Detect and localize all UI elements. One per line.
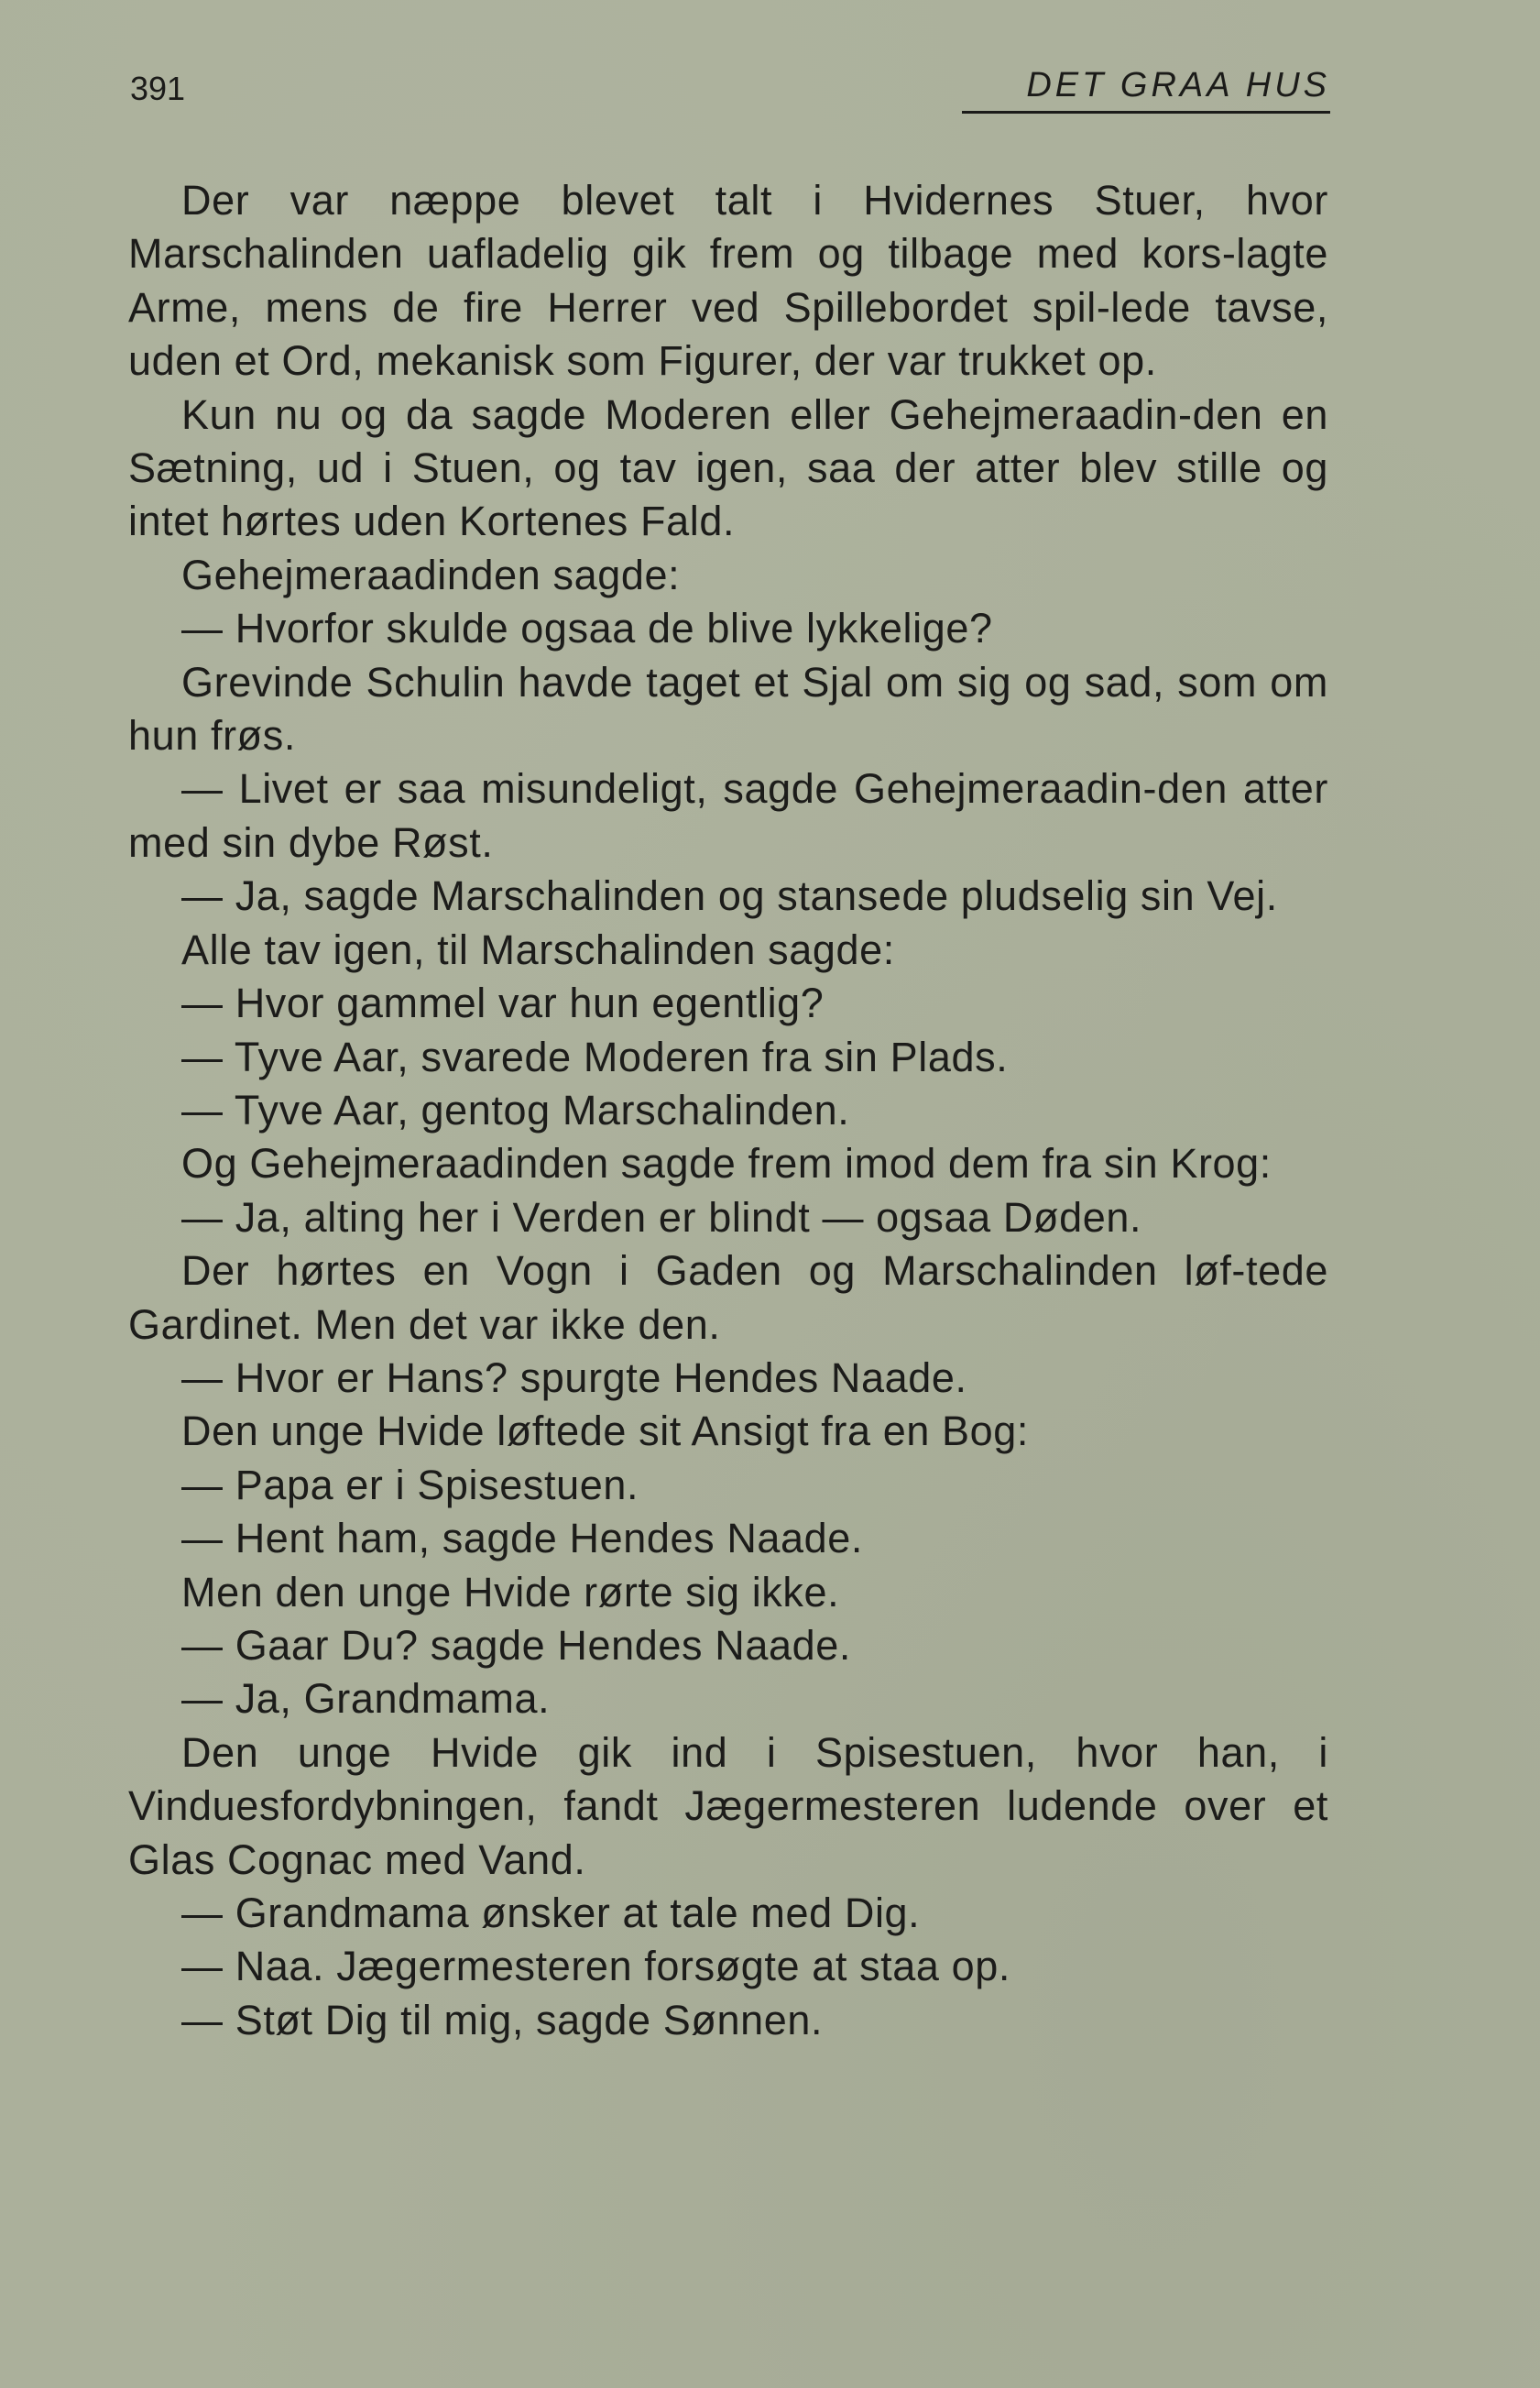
- paragraph: Kun nu og da sagde Moderen eller Gehejmeraadin-den en Sætning, ud i Stuen, og tav igen, saa der atter blev stille og intet hørtes uden Kortenes Fald.: [128, 390, 1328, 545]
- paragraph: Og Gehejmeraadinden sagde frem imod dem fra sin Krog:: [181, 1140, 1272, 1188]
- paragraph: — Papa er i Spisestuen.: [181, 1461, 639, 1508]
- paragraph: — Hvorfor skulde ogsaa de blive lykkelige?: [181, 605, 993, 652]
- paragraph: Der hørtes en Vogn i Gaden og Marschalinden løf-tede Gardinet. Men det var ikke den.: [128, 1247, 1328, 1348]
- paragraph: Der var næppe blevet talt i Hvidernes Stuer, hvor Marschalinden uafladelig gik frem og tilbage med kors-lagte Arme, mens de fire Herrer ved Spillebordet spil-lede tavse, uden et Ord, mekanisk som Figurer, der var trukket op.: [128, 177, 1328, 385]
- paragraph: — Grandmama ønsker at tale med Dig.: [181, 1890, 921, 1936]
- paragraph: — Hvor gammel var hun egentlig?: [181, 980, 825, 1027]
- paragraph: Men den unge Hvide rørte sig ikke.: [181, 1568, 840, 1616]
- paragraph: — Hvor er Hans? spurgte Hendes Naade.: [181, 1353, 967, 1401]
- paragraph: Gehejmeraadinden sagde:: [181, 551, 681, 598]
- paragraph: — Tyve Aar, svarede Moderen fra sin Plads.: [181, 1033, 1009, 1080]
- paragraph: — Ja, sagde Marschalinden og stansede pludselig sin Vej.: [181, 872, 1278, 920]
- running-title: DET GRAA HUS: [962, 66, 1330, 114]
- paragraph: — Hent ham, sagde Hendes Naade.: [181, 1515, 864, 1562]
- paragraph: — Ja, alting her i Verden er blindt — ogsaa Døden.: [181, 1193, 1142, 1241]
- page-number: 391: [130, 70, 186, 107]
- paragraph: Den unge Hvide gik ind i Spisestuen, hvor han, i Vinduesfordybningen, fandt Jægermesteren ludende over et Glas Cognac med Vand.: [128, 1728, 1328, 1883]
- paragraph: — Støt Dig til mig, sagde Sønnen.: [181, 1996, 824, 2043]
- paragraph: — Gaar Du? sagde Hendes Naade.: [181, 1621, 851, 1669]
- paragraph: — Naa. Jægermesteren forsøgte at staa op.: [181, 1943, 1010, 1990]
- paragraph: Alle tav igen, til Marschalinden sagde:: [181, 926, 895, 973]
- paragraph: — Ja, Grandmama.: [181, 1675, 551, 1723]
- paragraph: Grevinde Schulin havde taget et Sjal om sig og sad, som om hun frøs.: [128, 658, 1328, 760]
- page-header: [130, 66, 1330, 121]
- body-text: [128, 174, 1328, 2047]
- paragraph: — Tyve Aar, gentog Marschalinden.: [181, 1086, 850, 1134]
- paragraph: Den unge Hvide løftede sit Ansigt fra en Bog:: [181, 1408, 1030, 1455]
- paragraph: — Livet er saa misundeligt, sagde Gehejmeraadin-den atter med sin dybe Røst.: [128, 765, 1328, 866]
